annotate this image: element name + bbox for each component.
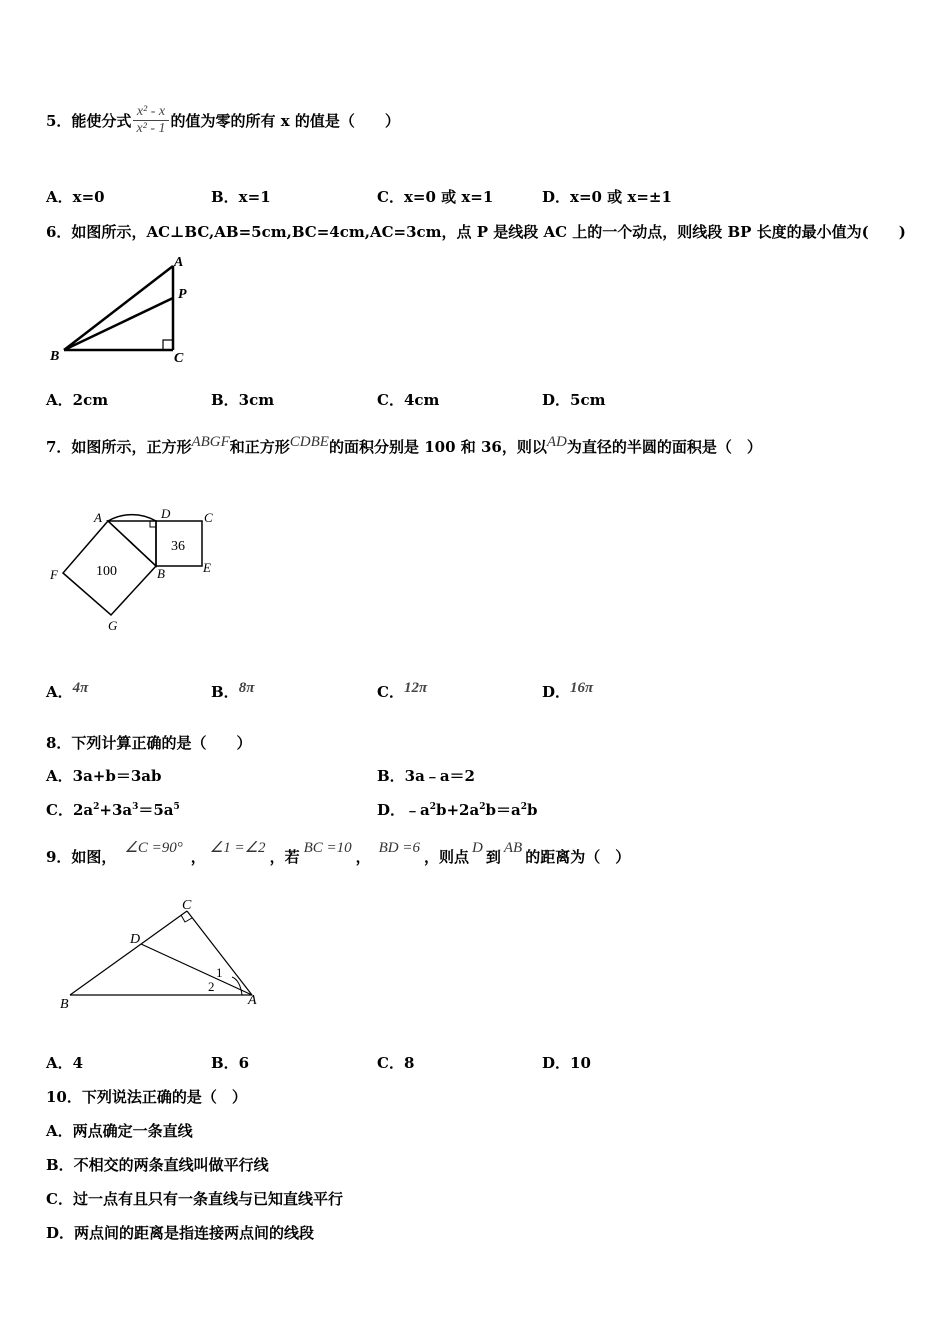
q9-text-1: 9．如图， <box>46 848 117 866</box>
q5-fraction <box>133 104 168 137</box>
q6-label-b: B <box>50 349 60 364</box>
q7-text-3: 的面积分别是 100 和 36，则以 <box>328 438 547 456</box>
q8-c-exp-3: 5 <box>173 802 180 812</box>
q9-option-c[interactable]: C．8 <box>377 1054 415 1072</box>
q7-stem <box>46 436 762 457</box>
q5-option-d[interactable]: D．x=0 或 x=±1 <box>542 188 672 206</box>
q8-option-c[interactable] <box>46 799 180 820</box>
q6-label-a: A <box>174 255 184 270</box>
q7-math-abgf: ABGF <box>191 434 230 450</box>
q5-prefix: 5．能使分式 <box>46 112 132 130</box>
q7-area-36: 36 <box>171 539 185 554</box>
q8-d-part-1: D．﹣a <box>377 801 430 819</box>
q8-option-a[interactable]: A．3a+b＝3ab <box>46 767 162 785</box>
q9-side-ca <box>187 911 252 995</box>
q8-d-exp-1: 2 <box>429 802 436 812</box>
q9-segment-ad <box>141 944 252 995</box>
q7-option-d-letter: D． <box>542 683 571 701</box>
q7-option-a-value: 4π <box>72 680 89 696</box>
q9-math-angle-c: ∠C =90° <box>124 840 183 856</box>
q7-squares-figure <box>46 488 226 638</box>
q6-option-b[interactable]: B．3cm <box>211 391 275 409</box>
q8-option-b[interactable]: B．3a﹣a＝2 <box>377 767 475 785</box>
q7-option-c-letter: C． <box>377 683 404 701</box>
q7-option-b[interactable] <box>211 678 254 702</box>
q7-option-a[interactable] <box>46 678 88 702</box>
q8-d-exp-2: 2 <box>479 802 486 812</box>
q8-c-part-1: C．2a <box>46 801 94 819</box>
q6-stem: 6．如图所示，AC⊥BC,AB=5cm,BC=4cm,AC=3cm，点 P 是线段 AC 上的一个动点，则线段 BP 长度的最小值为( ) <box>46 223 906 241</box>
q10-stem: 10．下列说法正确的是（ ） <box>46 1088 247 1106</box>
q9-math-angles: ∠1 =∠2 <box>209 840 266 856</box>
q10-option-a[interactable]: A．两点确定一条直线 <box>46 1122 193 1140</box>
q7-label-a: A <box>94 510 102 525</box>
q9-math-d: D <box>472 840 483 856</box>
q6-option-d[interactable]: D．5cm <box>542 391 606 409</box>
q9-sep-2: ，若 <box>269 848 300 866</box>
q9-sep-3: ， <box>355 848 371 866</box>
q7-label-b: B <box>157 566 165 581</box>
q7-label-e: E <box>203 560 211 575</box>
q5-frac-denominator: x² - 1 <box>136 121 166 136</box>
q7-label-g: G <box>108 618 118 633</box>
q8-d-part-2: b+2a <box>436 801 480 819</box>
q8-option-d[interactable] <box>377 799 537 820</box>
q6-segment-bp <box>64 298 173 350</box>
question-5 <box>46 104 400 137</box>
q8-c-part-3: ＝5a <box>138 801 174 819</box>
q9-label-a: A <box>248 993 257 1008</box>
q7-option-b-letter: B． <box>211 683 239 701</box>
q8-c-exp-1: 2 <box>93 802 100 812</box>
q10-option-b[interactable]: B．不相交的两条直线叫做平行线 <box>46 1156 269 1174</box>
q5-suffix: 的值为零的所有 x 的值是（ ） <box>170 112 400 130</box>
q7-text-2: 和正方形 <box>229 438 290 456</box>
q8-d-part-3: b＝a <box>485 801 521 819</box>
q7-math-cdbe: CDBE <box>289 434 329 450</box>
q9-math-bc: BC =10 <box>303 840 352 856</box>
q9-label-c: C <box>182 898 192 913</box>
q8-d-part-4: b <box>526 801 538 819</box>
q7-right-angle-mark <box>150 521 156 527</box>
q9-label-d: D <box>130 932 141 947</box>
q6-right-angle-mark <box>163 340 173 350</box>
q7-option-b-value: 8π <box>238 680 255 696</box>
q9-side-bc <box>70 911 187 995</box>
q9-label-angle-1: 1 <box>216 965 223 980</box>
q7-option-d[interactable] <box>542 678 593 702</box>
q8-c-exp-2: 3 <box>132 802 139 812</box>
q9-text-2: ，则点 <box>424 848 470 866</box>
q7-text-1: 7．如图所示，正方形 <box>46 438 192 456</box>
q9-text-4: 的距离为（ ） <box>525 848 631 866</box>
q6-side-ab <box>64 266 173 350</box>
q9-triangle-figure <box>46 892 276 1017</box>
q7-area-100: 100 <box>96 564 117 579</box>
q9-option-d[interactable]: D．10 <box>542 1054 591 1072</box>
q6-triangle-figure <box>46 252 196 372</box>
q6-label-p: P <box>178 287 187 302</box>
q7-option-c[interactable] <box>377 678 427 702</box>
q7-option-c-value: 12π <box>403 680 428 696</box>
q10-option-c[interactable]: C．过一点有且只有一条直线与已知直线平行 <box>46 1190 343 1208</box>
q7-option-a-letter: A． <box>46 683 73 701</box>
q10-option-d[interactable]: D．两点间的距离是指连接两点间的线段 <box>46 1224 315 1242</box>
q5-frac-numerator: x² - x <box>133 104 168 121</box>
q7-label-c: C <box>204 510 213 525</box>
q8-d-exp-3: 2 <box>520 802 527 812</box>
q9-stem <box>46 840 631 867</box>
q7-text-4: 为直径的半圆的面积是（ ） <box>566 438 762 456</box>
q7-label-d: D <box>161 506 171 521</box>
q9-math-bd: BD =6 <box>378 840 421 856</box>
q7-option-d-value: 16π <box>570 680 594 696</box>
q6-option-a[interactable]: A．2cm <box>46 391 109 409</box>
q9-label-b: B <box>60 997 69 1012</box>
q6-label-c: C <box>174 351 184 366</box>
q8-c-part-2: +3a <box>99 801 133 819</box>
q9-text-3: 到 <box>485 848 501 866</box>
q9-option-b[interactable]: B．6 <box>211 1054 250 1072</box>
q9-label-angle-2: 2 <box>208 979 215 994</box>
q7-math-ad: AD <box>546 434 567 450</box>
q6-option-c[interactable]: C．4cm <box>377 391 440 409</box>
q5-option-a[interactable]: A．x=0 <box>46 188 105 206</box>
q5-option-c[interactable]: C．x=0 或 x=1 <box>377 188 494 206</box>
q8-stem: 8．下列计算正确的是（ ） <box>46 734 252 752</box>
q5-option-b[interactable]: B．x=1 <box>211 188 271 206</box>
q9-math-ab: AB <box>503 840 523 856</box>
q7-label-f: F <box>50 567 58 582</box>
q9-sep-1: ， <box>190 848 206 866</box>
q7-semicircle <box>108 515 156 521</box>
q9-option-a[interactable]: A．4 <box>46 1054 84 1072</box>
